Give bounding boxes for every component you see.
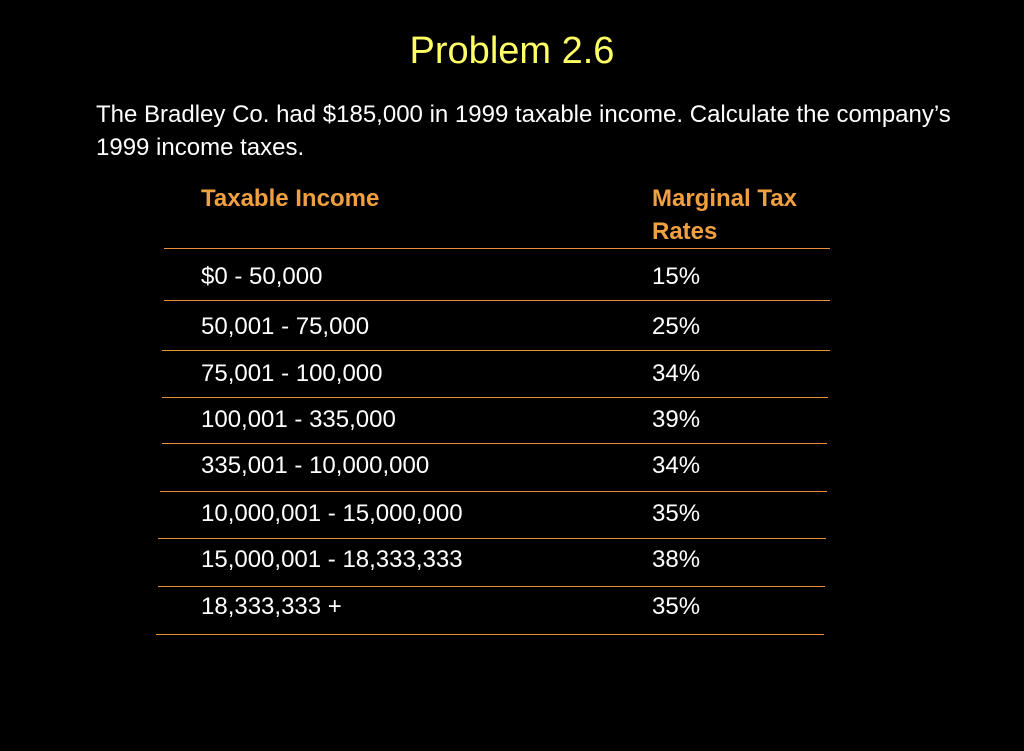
table-cell-income: 18,333,333 + xyxy=(201,593,342,620)
table-rule xyxy=(164,248,830,249)
table-cell-income: 100,001 - 335,000 xyxy=(201,406,396,433)
table-cell-income: 335,001 - 10,000,000 xyxy=(201,452,430,479)
table-cell-rate: 25% xyxy=(652,313,701,340)
table-cell-income: 15,000,001 - 18,333,333 xyxy=(201,546,463,573)
table-cell-rate: 35% xyxy=(652,500,701,527)
table-cell-income: 50,001 - 75,000 xyxy=(201,313,370,340)
table-cell-rate: 15% xyxy=(652,263,701,290)
column-header-rate-line2: Rates xyxy=(652,218,718,245)
table-rule xyxy=(158,586,825,587)
slide-title: Problem 2.6 xyxy=(409,30,615,72)
table-cell-rate: 34% xyxy=(652,452,701,479)
table-rule xyxy=(162,443,827,444)
table-rule xyxy=(164,300,830,301)
table-cell-rate: 34% xyxy=(652,360,701,387)
column-header-rate-line1: Marginal Tax xyxy=(652,185,797,212)
table-rule xyxy=(156,634,824,635)
problem-statement: The Bradley Co. had $185,000 in 1999 taxable income. Calculate the company’s 1999 income taxes. xyxy=(96,101,951,161)
table-rule xyxy=(158,538,826,539)
table-cell-income: 10,000,001 - 15,000,000 xyxy=(201,500,463,527)
table-rule xyxy=(162,350,830,351)
table-rule xyxy=(162,397,828,398)
table-cell-rate: 39% xyxy=(652,406,701,433)
table-cell-rate: 35% xyxy=(652,593,701,620)
table-cell-income: $0 - 50,000 xyxy=(201,263,323,290)
table-rule xyxy=(160,491,827,492)
column-header-marginal-tax-rates xyxy=(652,182,797,248)
table-cell-rate: 38% xyxy=(652,546,701,573)
table-cell-income: 75,001 - 100,000 xyxy=(201,360,383,387)
column-header-taxable-income: Taxable Income xyxy=(201,185,380,212)
